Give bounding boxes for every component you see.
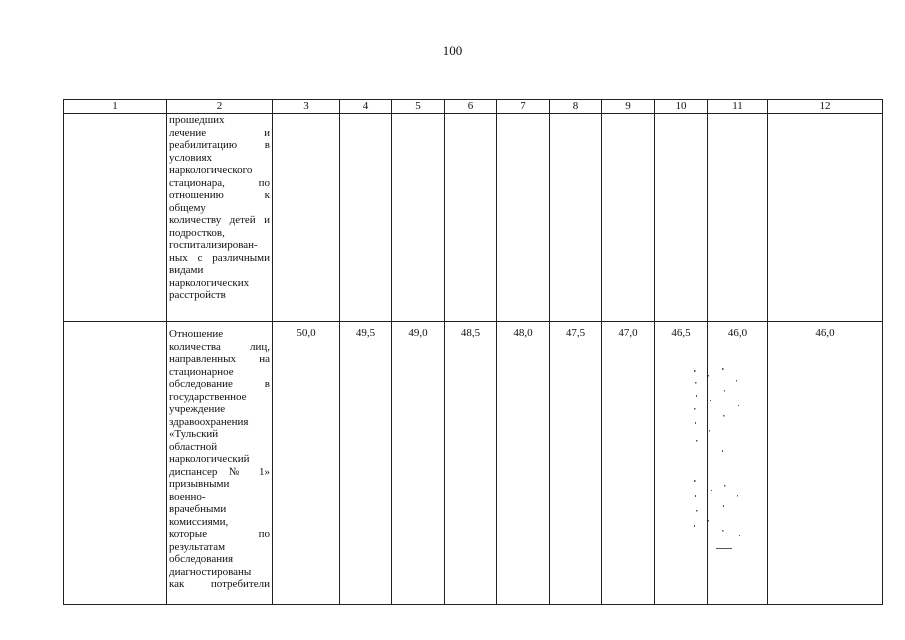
- indicator-description: [167, 114, 273, 322]
- header-row: [64, 100, 883, 114]
- description-line: ных с различными: [169, 251, 270, 264]
- description-line: видами: [169, 264, 204, 276]
- description-line: как потребители: [169, 578, 270, 590]
- header-cell: 4: [340, 100, 392, 114]
- description-line: наркологический: [169, 453, 250, 465]
- description-line: количеству детей и: [169, 214, 270, 226]
- header-cell: 12: [768, 100, 883, 114]
- header-cell: 9: [602, 100, 655, 114]
- value-cell: [445, 114, 497, 322]
- header-cell: 7: [497, 100, 550, 114]
- value-cell: [340, 114, 392, 322]
- row-number-cell: [64, 322, 167, 605]
- value-cell: 49,0: [392, 322, 445, 605]
- description-line: госпитализирован-: [169, 239, 258, 251]
- description-line: общему: [169, 201, 206, 214]
- indicators-table: [63, 99, 883, 605]
- value-cell: [273, 114, 340, 322]
- description-line: расстройств: [169, 289, 226, 301]
- header-cell: 6: [445, 100, 497, 114]
- value-cell: [392, 114, 445, 322]
- value-cell: 46,5: [655, 322, 708, 605]
- value-cell: 49,5: [340, 322, 392, 605]
- row-number-cell: [64, 114, 167, 322]
- header-cell: 1: [64, 100, 167, 114]
- description-line: подростков,: [169, 226, 225, 239]
- table-row: [64, 114, 883, 322]
- description-line: военно-: [169, 490, 206, 503]
- page-number: 100: [442, 43, 463, 58]
- description-line: диагностированы: [169, 565, 252, 578]
- description-line: областной: [169, 440, 218, 453]
- indicator-description: [167, 322, 273, 605]
- description-line: здравоохранения: [169, 415, 249, 428]
- description-line: комиссиями,: [169, 515, 229, 528]
- value-cell: [655, 114, 708, 322]
- description-line: стационарное: [169, 365, 234, 378]
- description-line: реабилитацию в: [169, 139, 270, 151]
- description-line: государственное: [169, 390, 247, 403]
- description-line: «Тульский: [169, 428, 219, 440]
- description-line: обследования: [169, 553, 234, 565]
- description-line: обследование в: [169, 378, 270, 390]
- value-cell: 48,5: [445, 322, 497, 605]
- description-line: результатам: [169, 540, 226, 553]
- value-cell: [602, 114, 655, 322]
- description-line: направленных на: [169, 353, 270, 365]
- description-line: диспансер № 1»: [169, 465, 270, 478]
- description-line: наркологических: [169, 276, 250, 289]
- value-cell: [768, 114, 883, 322]
- header-cell: 11: [708, 100, 768, 114]
- table-row: [64, 322, 883, 605]
- header-cell: 3: [273, 100, 340, 114]
- description-line: врачебными: [169, 503, 227, 515]
- value-cell: 46,0: [768, 322, 883, 605]
- header-cell: 2: [167, 100, 273, 114]
- value-cell: [550, 114, 602, 322]
- description-line: условиях: [169, 151, 213, 164]
- header-cell: 8: [550, 100, 602, 114]
- description-line: количества лиц,: [169, 340, 270, 353]
- description-line: которые по: [169, 528, 270, 540]
- description-line: наркологического: [169, 164, 253, 176]
- description-line: отношению к: [169, 189, 270, 201]
- value-cell: 47,5: [550, 322, 602, 605]
- description-line: лечение и: [169, 126, 270, 139]
- description-line: стационара, по: [169, 176, 270, 189]
- value-cell: 48,0: [497, 322, 550, 605]
- header-cell: 5: [392, 100, 445, 114]
- description-line: прошедших: [169, 114, 225, 126]
- description-line: Отношение: [169, 328, 224, 340]
- value-cell: [708, 114, 768, 322]
- description-line: призывными: [169, 478, 230, 490]
- description-line: учреждение: [169, 403, 226, 415]
- value-cell: 47,0: [602, 322, 655, 605]
- value-cell: 46,0: [708, 322, 768, 605]
- value-cell: [497, 114, 550, 322]
- header-cell: 10: [655, 100, 708, 114]
- value-cell: 50,0: [273, 322, 340, 605]
